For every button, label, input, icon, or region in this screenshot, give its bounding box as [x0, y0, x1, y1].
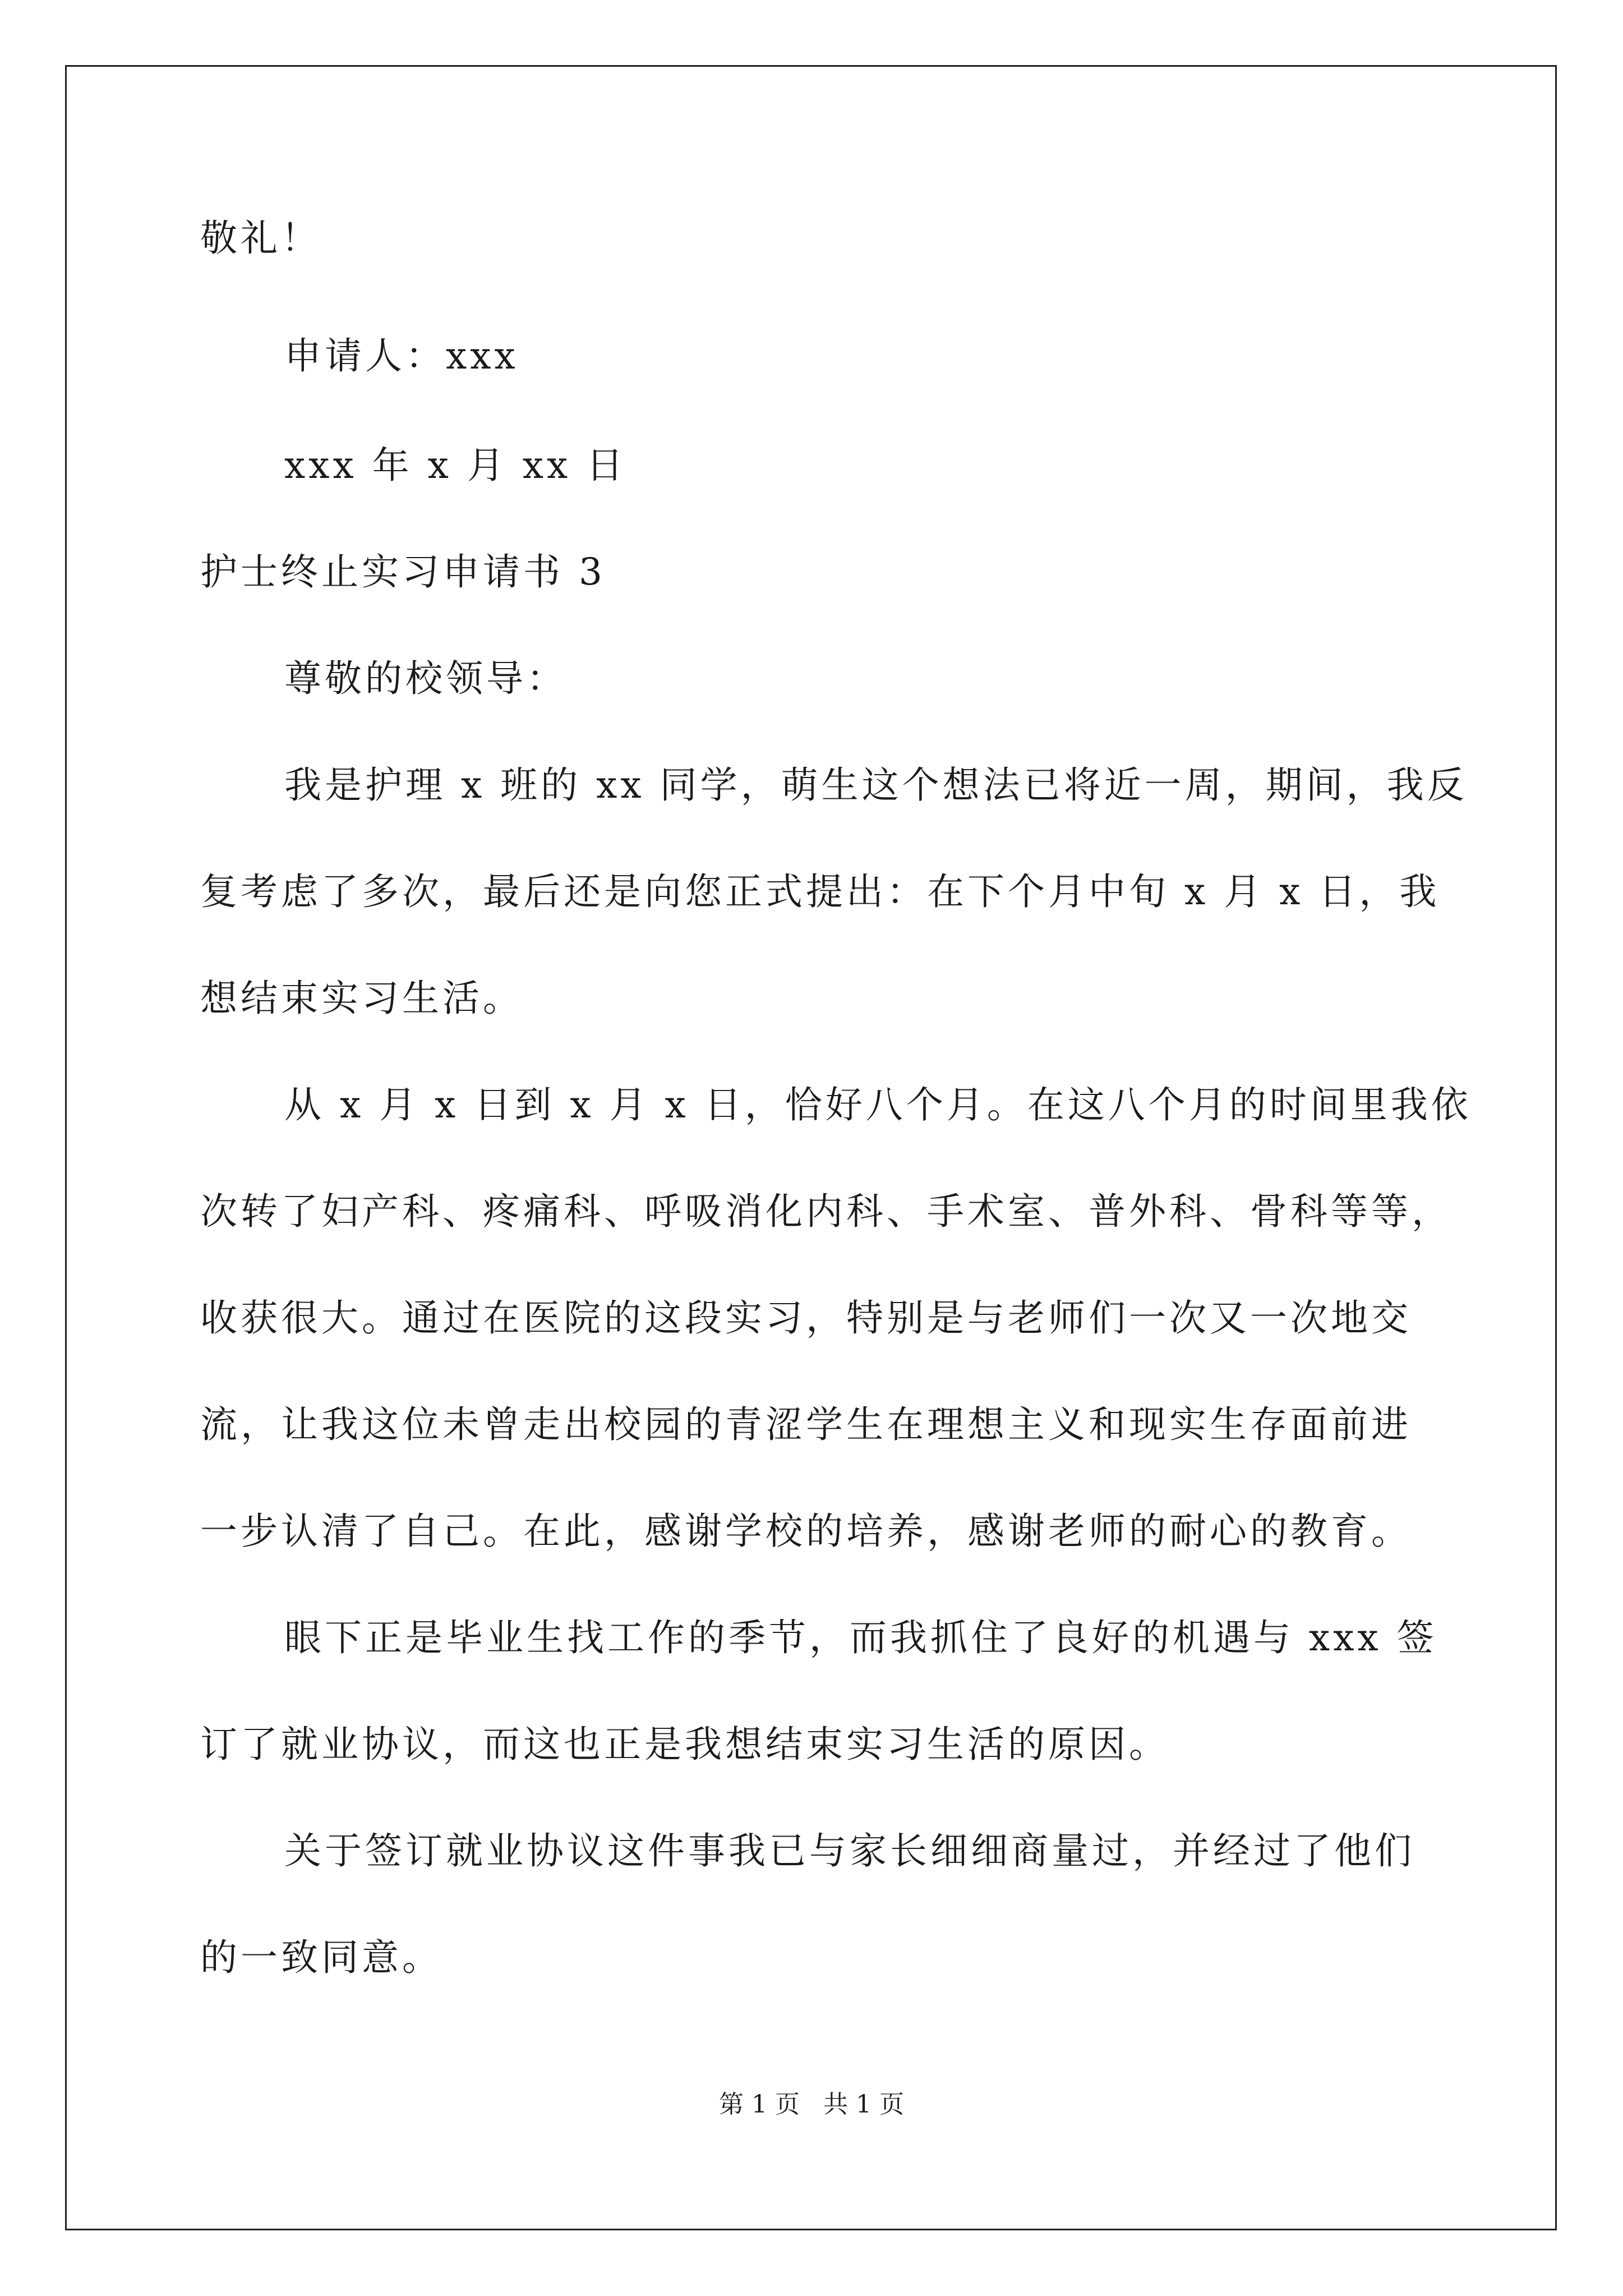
paragraph-1-line-3: 想结束实习生活。 [200, 977, 523, 1020]
closing-salutation: 敬礼！ [200, 217, 321, 260]
signature-date: xxx 年 x 月 xx 日 [284, 444, 627, 487]
paragraph-2-line-1: 从 x 月 x 日到 x 月 x 日，恰好八个月。在这八个月的时间里我依 [284, 1083, 1472, 1126]
paragraph-3-line-2: 订了就业协议，而这也正是我想结束实习生活的原因。 [200, 1723, 1169, 1766]
paragraph-2-line-5: 一步认清了自己。在此，感谢学校的培养，感谢老师的耐心的教育。 [200, 1510, 1412, 1553]
page-number-footer: 第 1 页 共 1 页 [719, 2090, 904, 2119]
paragraph-2-line-2: 次转了妇产科、疼痛科、呼吸消化内科、手术室、普外科、骨科等等， [200, 1190, 1452, 1233]
applicant-signature: 申请人：xxx [284, 334, 519, 378]
paragraph-1-line-2: 复考虑了多次，最后还是向您正式提出：在下个月中旬 x 月 x 日，我 [200, 870, 1440, 913]
letter-salutation: 尊敬的校领导： [284, 657, 567, 700]
paragraph-1-line-1: 我是护理 x 班的 xx 同学，萌生这个想法已将近一周，期间，我反 [284, 763, 1468, 807]
paragraph-4-line-1: 关于签订就业协议这件事我已与家长细细商量过，并经过了他们 [284, 1829, 1415, 1872]
section-title: 护士终止实习申请书 3 [200, 550, 606, 593]
paragraph-3-line-1: 眼下正是毕业生找工作的季节，而我抓住了良好的机遇与 xxx 签 [284, 1616, 1437, 1659]
paragraph-2-line-3: 收获很大。通过在医院的这段实习，特别是与老师们一次又一次地交 [200, 1296, 1412, 1340]
paragraph-2-line-4: 流，让我这位未曾走出校园的青涩学生在理想主义和现实生存面前进 [200, 1403, 1412, 1446]
page-border [65, 65, 1557, 2230]
paragraph-4-line-2: 的一致同意。 [200, 1936, 442, 1979]
